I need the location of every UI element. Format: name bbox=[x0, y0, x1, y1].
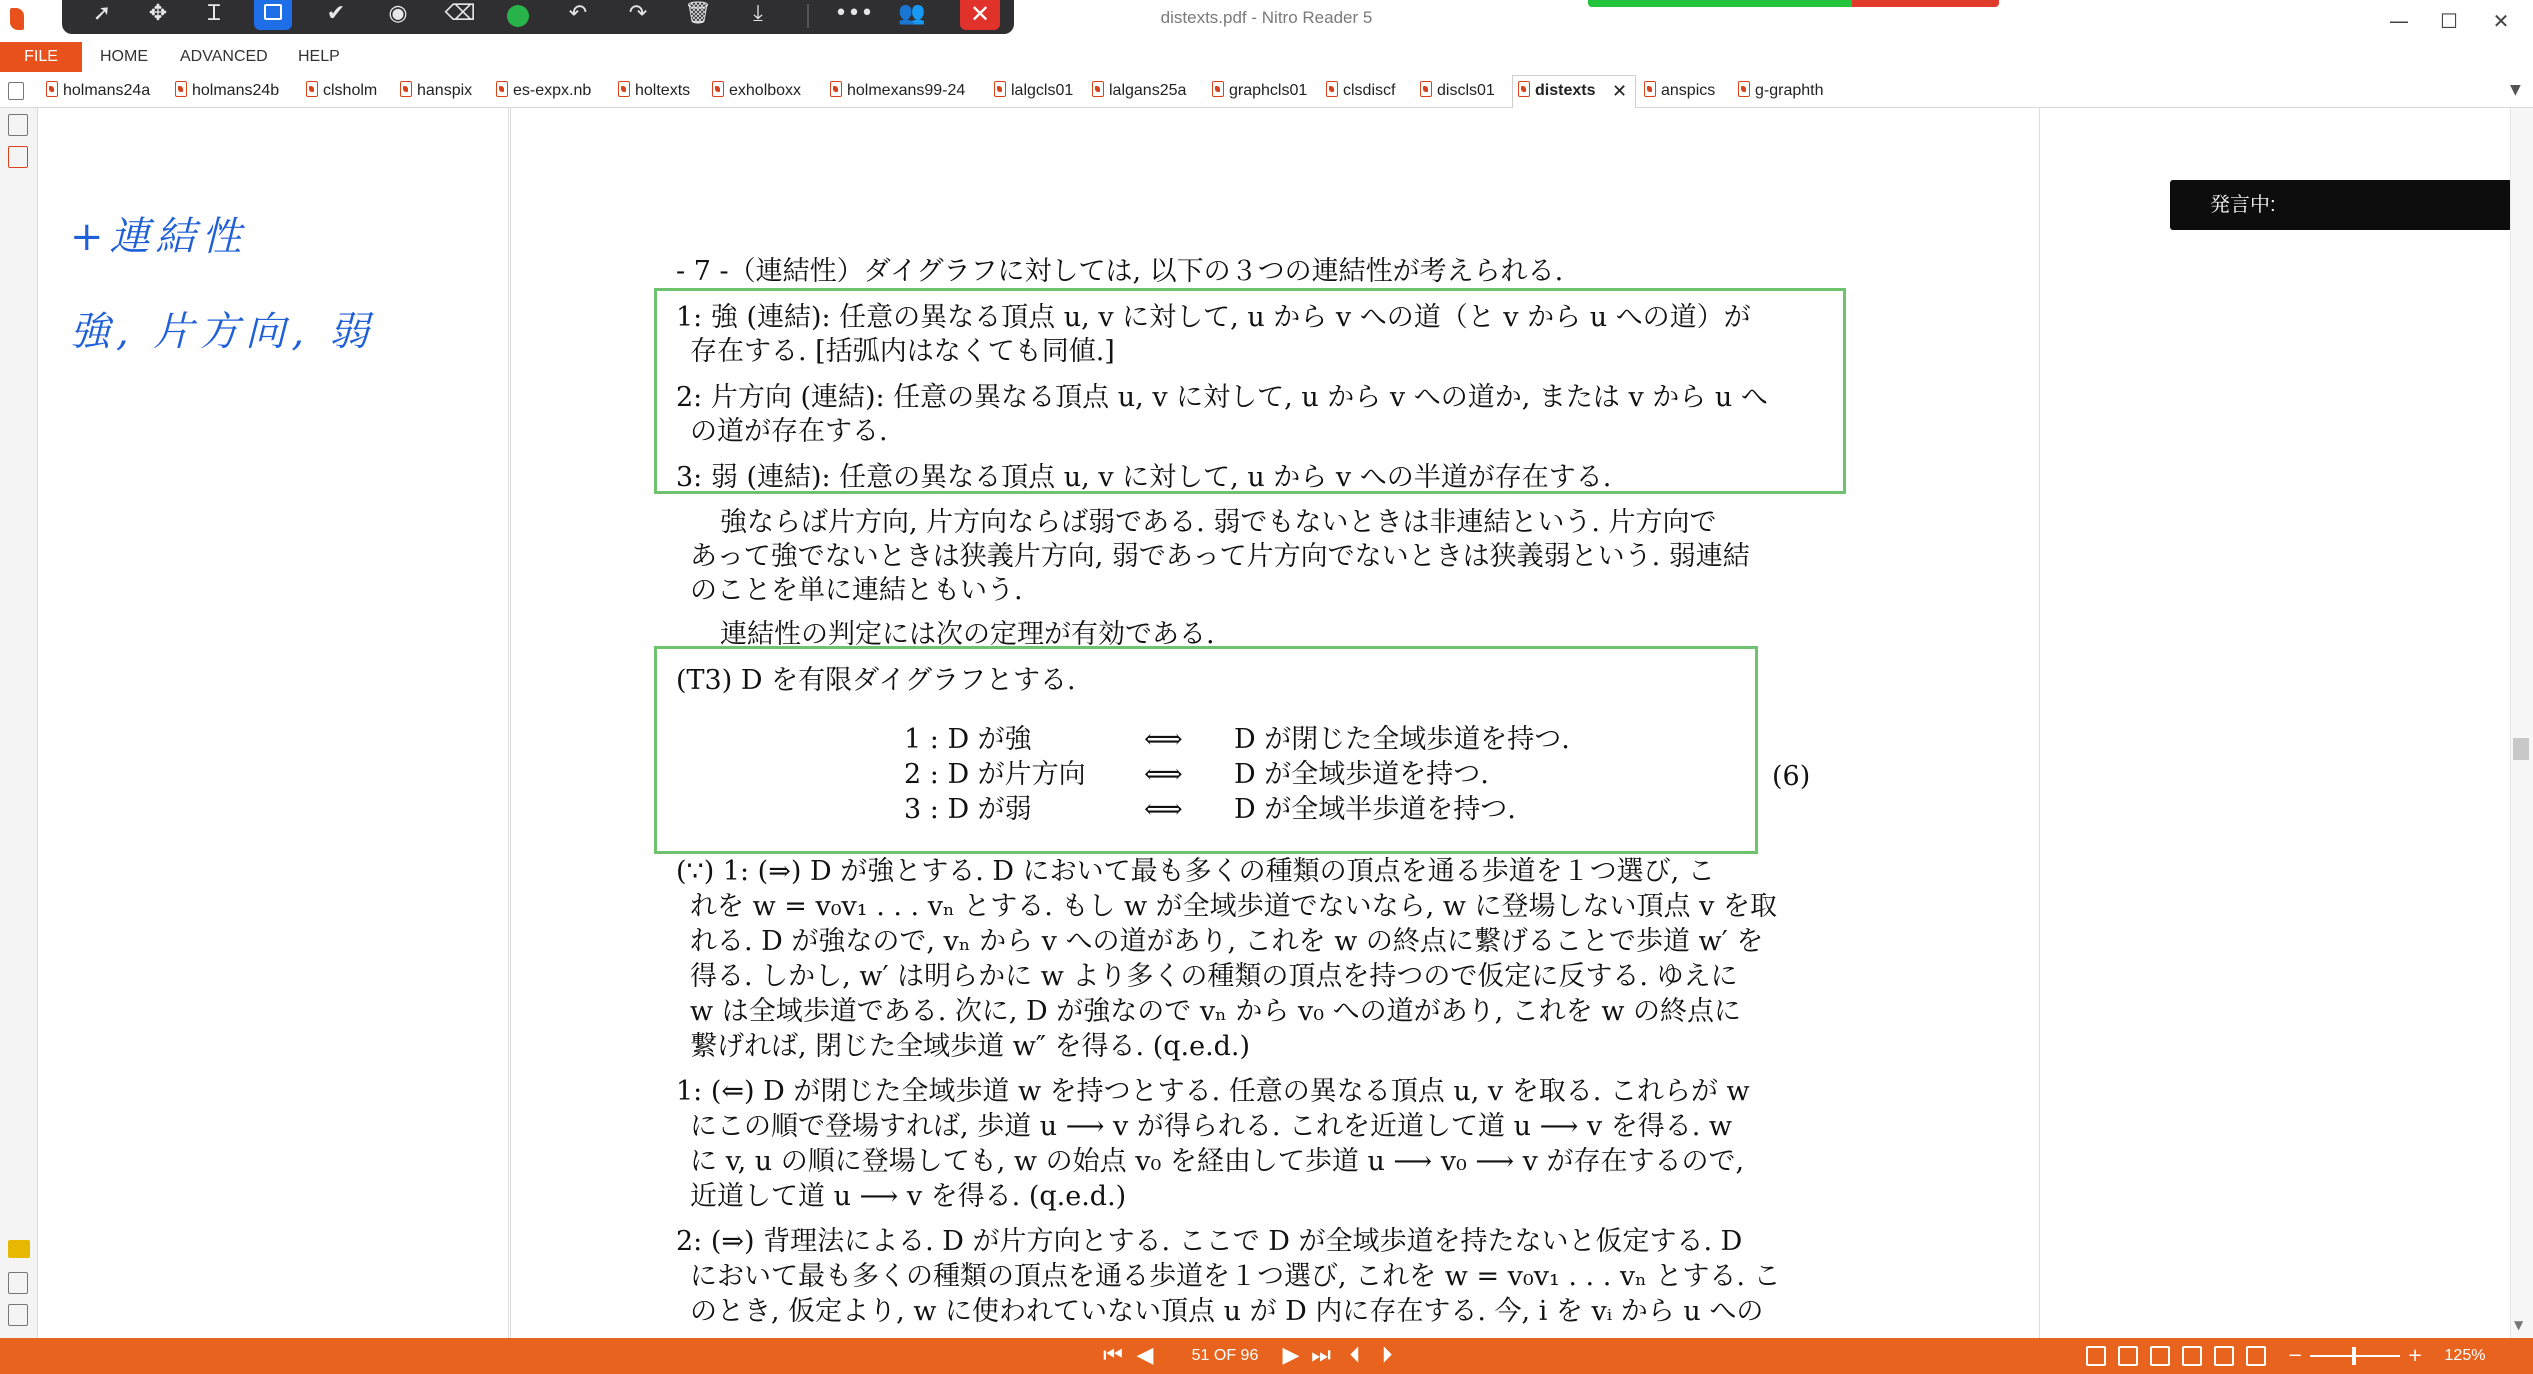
bookmarks-panel-icon[interactable] bbox=[8, 146, 28, 168]
theorem-row-1-right: D が閉じた全域歩道を持つ. bbox=[1234, 724, 1570, 755]
doc-line: の道が存在する. bbox=[690, 416, 888, 447]
annotation-canvas-left[interactable] bbox=[39, 108, 509, 1338]
previous-view-icon[interactable]: ⏴ bbox=[1349, 1343, 1361, 1368]
pdf-icon bbox=[496, 81, 508, 97]
toolbar-divider bbox=[807, 4, 809, 28]
facing-continuous-view-icon[interactable] bbox=[2182, 1346, 2202, 1366]
right-workspace bbox=[2040, 108, 2510, 1338]
tab-graphcls01[interactable] bbox=[1212, 78, 1307, 104]
doc-line: に v, u の順に登場しても, w の始点 v₀ を経由して歩道 u ⟶ v₀ ⟶ v が存在するので, bbox=[690, 1146, 1745, 1177]
doc-line: のことを単に連結ともいう. bbox=[690, 575, 1023, 606]
previous-page-icon[interactable]: ◀ bbox=[1136, 1343, 1154, 1368]
doc-line: のとき, 仮定より, w に使われていない頂点 u が D 内に存在する. 今, i を vᵢ から u への bbox=[690, 1296, 1764, 1327]
doc-line: 連結性の判定には次の定理が有効である. bbox=[720, 619, 1215, 650]
handwritten-note-2: 強, 片方向, 弱 bbox=[70, 309, 375, 355]
tab-g-graphth[interactable] bbox=[1738, 78, 1824, 104]
minimize-button[interactable]: — bbox=[2389, 9, 2409, 33]
doc-line: れを w = v₀v₁ . . . vₙ とする. もし w が全域歩道でないなら, w に登場しない頂点 v を取 bbox=[690, 891, 1777, 922]
doc-line: 3: 弱 (連結): 任意の異なる頂点 u, v に対して, u から v への半道が存在する. bbox=[676, 462, 1612, 493]
tab-label: holmans24b bbox=[192, 82, 280, 99]
pdf-icon bbox=[830, 81, 842, 97]
doc-line: れる. D が強なので, vₙ から v への道があり, これを w の終点に繋げることで歩道 w′ を bbox=[690, 926, 1764, 957]
pdf-icon bbox=[1420, 81, 1432, 97]
layers-panel-icon[interactable] bbox=[8, 1304, 28, 1326]
tab-label: holtexts bbox=[635, 82, 691, 99]
menu-advanced[interactable]: ADVANCED bbox=[180, 48, 268, 65]
next-page-icon[interactable]: ▶ bbox=[1282, 1343, 1300, 1368]
pdf-icon bbox=[1092, 81, 1104, 97]
window-close-button[interactable]: ✕ bbox=[2492, 9, 2510, 33]
tab-holmexans99-24[interactable] bbox=[830, 78, 965, 104]
pointer-icon[interactable]: ➚ bbox=[92, 1, 112, 26]
doc-line: あって強でないときは狭義片方向, 弱であって片方向でないときは狭義弱という. 弱連結 bbox=[690, 541, 1750, 572]
tab-label: lalgcls01 bbox=[1011, 82, 1074, 99]
theorem-row-2-iff: ⟺ bbox=[1144, 759, 1183, 790]
tab-label: exholboxx bbox=[729, 82, 802, 99]
doc-line: にこの順で登場すれば, 歩道 u ⟶ v が得られる. これを近道して道 u ⟶ v を得る. w bbox=[690, 1111, 1732, 1142]
people-icon[interactable]: 👥 bbox=[898, 1, 926, 26]
menu-home[interactable]: HOME bbox=[100, 48, 148, 65]
theorem-row-3-left: 3 : D が弱 bbox=[904, 794, 1032, 825]
attachments-panel-icon[interactable] bbox=[8, 1272, 28, 1294]
meeting-red-indicator[interactable] bbox=[1852, 0, 1999, 7]
trash-icon[interactable]: 🗑 bbox=[684, 1, 712, 26]
zoom-out-button[interactable]: − bbox=[2287, 1345, 2303, 1366]
tab-discls01[interactable] bbox=[1420, 78, 1495, 104]
tab-label: g-graphth bbox=[1755, 82, 1824, 99]
pdf-icon bbox=[1212, 81, 1224, 97]
single-page-view-icon[interactable] bbox=[2086, 1346, 2106, 1366]
vertical-scrollbar[interactable] bbox=[2510, 108, 2533, 1338]
pdf-icon bbox=[1326, 81, 1338, 97]
tab-exholboxx[interactable] bbox=[712, 78, 801, 104]
doc-line: 繋げれば, 閉じた全域歩道 w″ を得る. (q.e.d.) bbox=[690, 1031, 1251, 1062]
tab-lalgans25a[interactable] bbox=[1092, 78, 1186, 104]
tab-lalgcls01[interactable] bbox=[994, 78, 1073, 104]
pdf-icon bbox=[175, 81, 187, 97]
tab-label: graphcls01 bbox=[1229, 82, 1308, 99]
text-cursor-icon[interactable]: Ɪ bbox=[207, 1, 221, 26]
menu-file[interactable]: FILE bbox=[0, 42, 82, 72]
checkmark-icon[interactable]: ✔ bbox=[326, 1, 346, 26]
tab-clsholm[interactable] bbox=[306, 78, 377, 104]
tab-anspics[interactable] bbox=[1644, 78, 1715, 104]
page-number-field[interactable]: 51 OF 96 bbox=[1191, 1347, 1259, 1364]
fit-width-icon[interactable] bbox=[2214, 1346, 2234, 1366]
tab-label: holmexans99-24 bbox=[847, 82, 966, 99]
tab-overflow-chevron-icon[interactable]: ▼ bbox=[2510, 82, 2521, 98]
menu-bar bbox=[0, 42, 2533, 72]
pdf-icon bbox=[306, 81, 318, 97]
move-icon[interactable]: ✥ bbox=[148, 1, 168, 26]
undo-icon[interactable]: ↶ bbox=[568, 1, 588, 26]
target-icon[interactable]: ◉ bbox=[388, 1, 408, 26]
tab-holmans24b[interactable] bbox=[175, 78, 279, 104]
pages-panel-icon[interactable] bbox=[8, 114, 28, 136]
doc-line: (T3) D を有限ダイグラフとする. bbox=[676, 665, 1076, 696]
redo-icon[interactable]: ↷ bbox=[628, 1, 648, 26]
more-icon[interactable]: ••• bbox=[834, 1, 874, 26]
tab-label: holmans24a bbox=[63, 82, 151, 99]
close-icon[interactable]: ✕ bbox=[960, 0, 1000, 30]
first-page-icon[interactable]: ⏮ bbox=[1103, 1343, 1123, 1368]
rectangle-icon bbox=[264, 4, 282, 20]
window-title: distexts.pdf - Nitro Reader 5 bbox=[1160, 8, 1373, 27]
doc-line: (∵) 1: (⇒) D が強とする. D において最も多くの種類の頂点を通る歩道を１つ選び, こ bbox=[676, 856, 1715, 887]
equation-number: (6) bbox=[1772, 761, 1811, 792]
rectangle-tool-button[interactable] bbox=[254, 0, 292, 30]
continuous-view-icon[interactable] bbox=[2118, 1346, 2138, 1366]
tab-holmans24a[interactable] bbox=[46, 78, 150, 104]
theorem-row-3-right: D が全域半歩道を持つ. bbox=[1234, 794, 1516, 825]
tab-label: clsholm bbox=[323, 82, 378, 99]
pdf-icon bbox=[1518, 81, 1530, 97]
tab-clsdiscf[interactable] bbox=[1326, 78, 1395, 104]
doc-line: 強ならば片方向, 片方向ならば弱である. 弱でもないときは非連結という. 片方向で bbox=[720, 507, 1717, 538]
doc-line: 2: (⇒) 背理法による. D が片方向とする. ここで D が全域歩道を持たないと仮定する. D bbox=[676, 1226, 1743, 1257]
doc-line: 2: 片方向 (連結): 任意の異なる頂点 u, v に対して, u から v への道か, または v から u へ bbox=[676, 382, 1768, 413]
meeting-green-indicator[interactable] bbox=[1588, 0, 1852, 7]
tab-label: lalgans25a bbox=[1109, 82, 1187, 99]
annotation-toolbar bbox=[62, 0, 1014, 34]
last-page-icon[interactable]: ⏭ bbox=[1311, 1343, 1331, 1368]
speaking-indicator: 発言中: bbox=[2170, 180, 2512, 230]
tab-label: hanspix bbox=[417, 82, 473, 99]
doc-line: w は全域歩道である. 次に, D が強なので vₙ から v₀ への道があり, これを w の終点に bbox=[690, 996, 1742, 1027]
next-view-icon[interactable]: ⏵ bbox=[1381, 1343, 1393, 1368]
tab-label: es-expx.nb bbox=[513, 82, 592, 99]
scrollbar-thumb[interactable] bbox=[2513, 738, 2529, 760]
tab-list-icon[interactable] bbox=[8, 82, 24, 100]
doc-line: において最も多くの種類の頂点を通る歩道を１つ選び, これを w = v₀v₁ . . . vₙ とする. こ bbox=[690, 1261, 1781, 1292]
tab-holtexts[interactable] bbox=[618, 78, 690, 104]
theorem-row-2-left: 2 : D が片方向 bbox=[904, 759, 1086, 790]
pdf-icon bbox=[400, 81, 412, 97]
tab-label: clsdiscf bbox=[1343, 82, 1396, 99]
download-icon[interactable]: ⤓ bbox=[753, 1, 763, 26]
doc-line: 存在する. [括弧内はなくても同値.] bbox=[690, 336, 1115, 367]
doc-line: 1: (⇐) D が閉じた全域歩道 w を持つとする. 任意の異なる頂点 u, v を取る. これらが w bbox=[676, 1076, 1750, 1107]
comments-panel-icon[interactable] bbox=[8, 1240, 30, 1258]
pdf-icon bbox=[994, 81, 1006, 97]
zoom-level[interactable]: 125% bbox=[2444, 1347, 2486, 1364]
tab-distexts[interactable] bbox=[1518, 78, 1595, 104]
scroll-down-arrow-icon[interactable]: ▼ bbox=[2514, 1318, 2524, 1332]
theorem-row-3-iff: ⟺ bbox=[1144, 794, 1183, 825]
pdf-icon bbox=[618, 81, 630, 97]
theorem-row-1-iff: ⟺ bbox=[1144, 724, 1183, 755]
tab-label: distexts bbox=[1535, 82, 1596, 99]
color-dot-icon[interactable] bbox=[507, 5, 529, 27]
pdf-icon bbox=[46, 81, 58, 97]
doc-line: 1: 強 (連結): 任意の異なる頂点 u, v に対して, u から v への道（と v から u への道）が bbox=[676, 302, 1751, 333]
tab-hanspix[interactable] bbox=[400, 78, 472, 104]
theorem-row-1-left: 1 : D が強 bbox=[904, 724, 1032, 755]
pdf-icon bbox=[1644, 81, 1656, 97]
zoom-in-button[interactable]: + bbox=[2407, 1345, 2423, 1366]
doc-line: 得る. しかし, w′ は明らかに w より多くの種類の頂点を持つので仮定に反する. ゆえに bbox=[690, 961, 1738, 992]
doc-line: 近道して道 u ⟶ v を得る. (q.e.d.) bbox=[690, 1181, 1127, 1212]
facing-view-icon[interactable] bbox=[2150, 1346, 2170, 1366]
zoom-slider-knob[interactable] bbox=[2352, 1347, 2356, 1365]
tab-es-expx[interactable] bbox=[496, 78, 591, 104]
maximize-button[interactable]: ☐ bbox=[2440, 9, 2458, 33]
tab-close-icon[interactable]: ✕ bbox=[1612, 81, 1628, 101]
tab-label: discls01 bbox=[1437, 82, 1495, 99]
pdf-icon bbox=[712, 81, 724, 97]
left-tool-strip bbox=[0, 108, 38, 1338]
menu-help[interactable]: HELP bbox=[298, 48, 340, 65]
theorem-row-2-right: D が全域歩道を持つ. bbox=[1234, 759, 1489, 790]
tab-label: anspics bbox=[1661, 82, 1716, 99]
doc-line: - 7 -（連結性）ダイグラフに対しては, 以下の３つの連結性が考えられる. bbox=[676, 256, 1564, 287]
fit-page-icon[interactable] bbox=[2246, 1346, 2266, 1366]
handwritten-note-1: +連結性 bbox=[70, 214, 248, 260]
eraser-icon[interactable]: ⌫ bbox=[444, 1, 476, 26]
pdf-icon bbox=[1738, 81, 1750, 97]
